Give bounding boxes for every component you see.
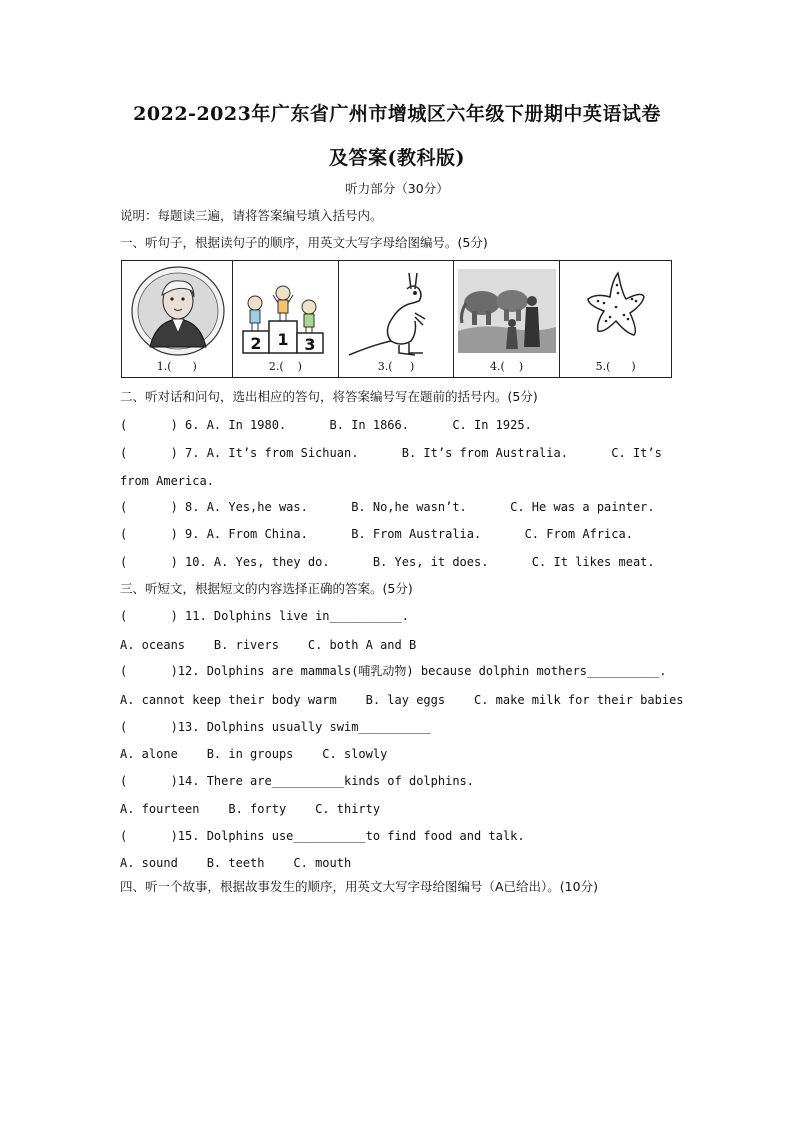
question-10: ( ) 10. A. Yes, they do. B. Yes, it does. C. It likes meat. [120,555,655,569]
picture-3 [339,261,454,377]
section4-heading: 四、听一个故事，根据故事发生的顺序，用英文大写字母给图编号（A已给出）。(10分) [120,879,598,894]
svg-text:3: 3 [304,335,316,354]
question-12-options: A. cannot keep their body warm B. lay eggs C. make milk for their babies [120,693,684,707]
section1-heading: 一、听句子，根据读句子的顺序，用英文大写字母给图编号。(5分) [120,235,488,250]
exam-title-line1: 2022-2023年广东省广州市增城区六年级下册期中英语试卷 [133,103,661,125]
question-6: ( ) 6. A. In 1980. B. In 1866. C. In 1925. [120,418,532,432]
picture-2-caption: 2.( ) [268,360,302,373]
section2-heading: 二、听对话和问句，选出相应的答句，将答案编号写在题前的括号内。(5分) [120,389,538,404]
question-8: ( ) 8. A. Yes,he was. B. No,he wasn’t. C. He was a painter. [120,500,655,514]
question-15-options: A. sound B. teeth C. mouth [120,856,352,870]
listening-header: 听力部分（30分） [345,181,449,196]
picture-2 [233,261,340,377]
picture-3-caption: 3.( ) [377,360,415,373]
question-14-options: A. fourteen B. forty C. thirty [120,802,381,816]
question-11: ( ) 11. Dolphins live in__________. [120,609,409,623]
question-14: ( )14. There are__________kinds of dolphins. [120,774,475,788]
instruction-text: 说明：每题读三遍，请将答案编号填入括号内。 [120,208,383,223]
question-9: ( ) 9. A. From China. B. From Australia. C. From Africa. [120,527,633,541]
exam-title-line2: 及答案(教科版) [329,147,465,169]
picture-1-caption: 1.( ) [156,360,197,373]
question-7: ( ) 7. A. It’s from Sichuan. B. It’s from Australia. C. It’s [120,446,662,460]
question-12: ( )12. Dolphins are mammals(哺乳动物) because dolphin mothers__________. [120,664,667,678]
question-15: ( )15. Dolphins use__________to find food and talk. [120,829,525,843]
question-13: ( )13. Dolphins usually swim__________ [120,720,431,734]
picture-4-caption: 4.( ) [490,360,524,373]
picture-4 [454,261,561,377]
picture-5 [560,261,671,377]
question-13-options: A. alone B. in groups C. slowly [120,747,388,761]
svg-text:2: 2 [250,334,262,353]
svg-text:1: 1 [277,330,289,349]
picture-1 [122,261,233,377]
section3-heading: 三、听短文，根据短文的内容选择正确的答案。(5分) [120,581,413,596]
picture-row [121,260,672,378]
question-7-cont: from America. [120,474,214,488]
picture-5-caption: 5.( ) [595,360,636,373]
question-11-options: A. oceans B. rivers C. both A and B [120,638,417,652]
